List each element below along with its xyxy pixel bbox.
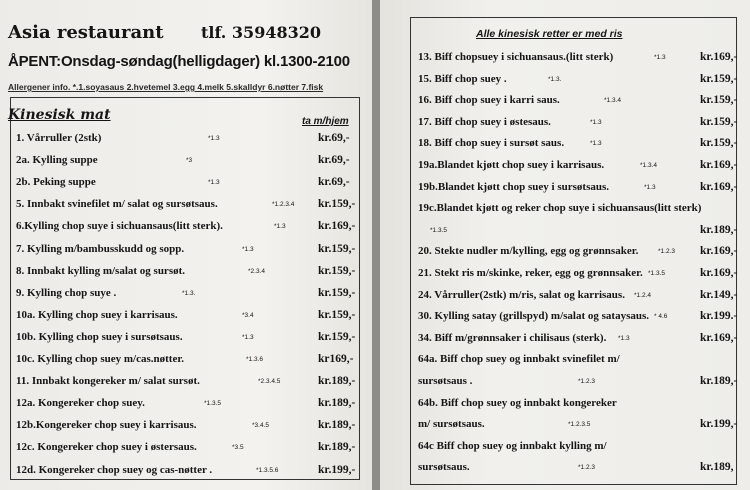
menu-item-price: kr.199,- (318, 463, 356, 476)
menu-item-allergen-code: *3 (186, 157, 193, 165)
menu-item-label: 21. Stekt ris m/skinke, reker, egg og grønnsaker. (418, 267, 643, 279)
menu-item-label: 15. Biff chop suey . (418, 72, 507, 85)
menu-item-label: 19a.Blandet kjøtt chop suey i karrisaus. (418, 159, 605, 171)
menu-item (418, 351, 738, 369)
menu-item-price: kr.159,- (700, 137, 738, 150)
menu-item (418, 71, 738, 89)
menu-item-allergen-code: *1.3.4 (604, 97, 621, 105)
menu-item-price: kr.169,- (700, 180, 738, 193)
menu-item (418, 287, 738, 305)
menu-item (16, 241, 356, 259)
phone-number: tlf. 35948320 (201, 23, 321, 42)
menu-item-allergen-code: *1.3 (274, 223, 286, 231)
menu-item (16, 373, 356, 391)
menu-item-price: kr.159,- (700, 115, 738, 128)
menu-item-allergen-code: *1.3.4 (640, 162, 657, 169)
menu-item-label: 19b.Blandet kjøtt chop suey i sursøtsaus. (418, 180, 610, 193)
menu-item (16, 462, 356, 480)
menu-item-label: 18. Biff chop suey i sursøt saus. (418, 137, 565, 150)
menu-item (16, 174, 356, 192)
menu-item (418, 373, 738, 391)
menu-item-label: 12c. Kongereker chop suey i østersaus. (16, 441, 197, 454)
menu-item-price: kr.159,- (318, 308, 356, 321)
menu-item-price: kr.189,- (318, 397, 356, 410)
menu-item (418, 395, 738, 413)
menu-item-price: kr.159,- (700, 94, 738, 107)
menu-item-allergen-code: *1.3.5 (648, 270, 665, 277)
menu-item (16, 395, 356, 413)
menu-item-allergen-code: *1.3. (182, 289, 196, 297)
menu-item (418, 179, 738, 197)
menu-item (418, 135, 738, 153)
menu-item-price: kr169,- (318, 353, 354, 365)
restaurant-name: Asia restaurant (8, 22, 164, 43)
menu-item-label: 2b. Peking suppe (16, 176, 96, 189)
menu-item (418, 330, 738, 348)
menu-item-price: kr.69,- (318, 176, 350, 189)
menu-item-label: 2a. Kylling suppe (16, 154, 98, 167)
menu-item-label: sursøtsaus . (418, 375, 473, 387)
menu-item (418, 92, 738, 110)
menu-item-price: kr.169,- (700, 51, 738, 63)
menu-item-price: kr.169,- (700, 267, 738, 279)
menu-item-allergen-code: *1.3 (242, 245, 254, 253)
menu-item-label: 16. Biff chop suey i karri saus. (418, 94, 560, 107)
menu-item-allergen-code: *1.2.3 (578, 378, 595, 385)
menu-item-label: 13. Biff chopsuey i sichuansaus.(litt sterk) (418, 51, 614, 63)
menu-item (418, 459, 738, 477)
menu-item-label: 64a. Biff chop suey og innbakt svinefilet m/ (418, 353, 620, 366)
menu-item (418, 416, 738, 434)
menu-item-allergen-code: *1.3 (208, 179, 220, 187)
menu-item (16, 417, 356, 435)
menu-item-allergen-code: *1.3 (590, 118, 602, 126)
menu-item (16, 351, 356, 369)
opening-hours: ÅPENT:Onsdag-søndag(helligdager) kl.1300-2100 (8, 53, 350, 70)
menu-item-allergen-code: *1.3 (644, 183, 656, 191)
menu-item-price: kr.159,- (318, 286, 356, 299)
menu-item-price: kr.169,- (700, 331, 738, 344)
menu-item-price: kr.199,- (700, 418, 738, 431)
menu-item (418, 265, 738, 283)
column-title-takeaway: ta m/hjem (302, 116, 349, 127)
menu-item-price: kr.159,- (318, 242, 356, 255)
menu-item-label: m/ sursøtsaus. (418, 418, 485, 431)
menu-item-label: 17. Biff chop suey i østesaus. (418, 115, 551, 128)
section-title-right: Alle kinesisk retter er med ris (476, 28, 623, 40)
menu-item-allergen-code: *1.3 (208, 135, 220, 142)
menu-item-allergen-code: *3.4.5 (252, 422, 269, 430)
menu-item-price: kr.169,- (700, 159, 738, 171)
menu-item-price: kr.189,- (700, 223, 738, 236)
menu-item-allergen-code: *1.2.3 (658, 248, 675, 256)
menu-item-allergen-code: *1.2.4 (634, 291, 651, 299)
menu-item (418, 308, 738, 326)
menu-item-label: 8. Innbakt kylling m/salat og sursøt. (16, 264, 186, 277)
menu-item-allergen-code: *1.3 (242, 333, 254, 341)
menu-item-price: kr.159,- (700, 72, 738, 85)
menu-item-allergen-code: *2.3.4 (248, 267, 265, 275)
menu-item (16, 196, 356, 214)
menu-item-allergen-code: *3.5 (232, 444, 244, 452)
menu-item-price: kr.199.- (700, 310, 738, 323)
menu-item-allergen-code: *1.3.5.6 (256, 466, 279, 474)
menu-item-allergen-code: *1.2.3 (578, 464, 595, 472)
menu-item-price: kr.189,- (318, 375, 356, 388)
menu-item-allergen-code: *1.3. (548, 75, 562, 83)
menu-item-label: 64b. Biff chop suey og innbakt kongereker (418, 396, 617, 409)
menu-item-price: kr.159,- (318, 264, 356, 277)
menu-item-label: 5. Innbakt svinefilet m/ salat og sursøtsaus. (16, 198, 218, 211)
menu-item-price: kr.189,- (318, 419, 356, 432)
menu-item-allergen-code: * 4.6 (654, 313, 668, 321)
menu-item-allergen-code: *1.3.5 (204, 400, 221, 408)
menu-item (16, 307, 356, 325)
menu-item-price: kr.169,- (700, 245, 738, 258)
menu-item (418, 200, 738, 218)
menu-item (418, 222, 738, 240)
menu-item-price: kr.149,- (700, 288, 738, 301)
menu-item-label: 6.Kylling chop suye i sichuansaus(litt sterk). (16, 220, 223, 233)
menu-item-allergen-code: *2.3.4.5 (258, 378, 281, 386)
menu-item-label: 9. Kylling chop suye . (16, 286, 117, 299)
menu-item (16, 263, 356, 281)
menu-item-price: kr.159,- (318, 198, 356, 211)
right-menu-sheet (380, 0, 750, 490)
menu-item-price: kr.69,- (318, 132, 350, 144)
menu-item-allergen-code: *1.3.6 (246, 356, 263, 363)
menu-item-price: kr.189,- (318, 441, 356, 454)
menu-item (418, 157, 738, 175)
menu-item-label: 19c.Blandet kjøtt og reker chop suye i sichuansaus(litt sterk) (418, 202, 702, 215)
menu-item (418, 438, 738, 456)
menu-item-price: kr.189, (700, 461, 734, 474)
menu-item (418, 49, 738, 67)
menu-item (16, 130, 356, 148)
menu-item-price: kr.69,- (318, 154, 350, 167)
menu-item-label: 12b.Kongereker chop suey i karrisaus. (16, 419, 197, 432)
menu-item (16, 329, 356, 347)
menu-item-label: 10b. Kylling chop suey i sursøtsaus. (16, 330, 183, 343)
menu-item-allergen-code: *1.2.3.4 (272, 201, 295, 209)
menu-item (16, 152, 356, 170)
menu-item-price: kr.189,- (700, 375, 738, 387)
title-row (8, 22, 364, 46)
menu-item-allergen-code: *1.3 (590, 140, 602, 148)
menu-item (418, 114, 738, 132)
menu-item (16, 439, 356, 457)
menu-item-label: 20. Stekte nudler m/kylling, egg og grønnsaker. (418, 245, 639, 258)
menu-item-label: 12d. Kongereker chop suey og cas-nøtter . (16, 463, 213, 476)
menu-item-allergen-code: *1.3.5 (430, 226, 447, 234)
menu-item-price: kr.169,- (318, 220, 356, 233)
menu-item-allergen-code: *1.2.3.5 (568, 421, 591, 429)
menu-item-label: sursøtsaus. (418, 461, 470, 474)
menu-item-label: 10a. Kylling chop suey i karrisaus. (16, 308, 178, 321)
menu-item-label: 1. Vårruller (2stk) (16, 132, 102, 144)
allergen-info: Allergener info. *.1.soyasaus 2.hvetemel 3.egg 4.melk 5.skalldyr 6.nøtter 7.fisk (8, 82, 324, 92)
menu-item (418, 243, 738, 261)
menu-item-allergen-code: *1.3 (618, 334, 630, 342)
menu-item-label: 24. Vårruller(2stk) m/ris, salat og karrisaus. (418, 288, 625, 301)
menu-item (16, 218, 356, 236)
menu-item-label: 12a. Kongereker chop suey. (16, 397, 145, 410)
menu-item (16, 285, 356, 303)
menu-item-label: 30. Kylling satay (grillspyd) m/salat og sataysaus. (418, 310, 650, 323)
menu-item-allergen-code: *3.4 (242, 311, 254, 319)
left-menu-sheet (0, 0, 372, 490)
menu-item-label: 10c. Kylling chop suey m/cas.nøtter. (16, 353, 184, 365)
menu-item-label: 11. Innbakt kongereker m/ salat sursøt. (16, 375, 200, 388)
menu-item-label: 64c Biff chop suey og innbakt kylling m/ (418, 439, 607, 452)
menu-item-allergen-code: *1.3 (654, 54, 666, 61)
menu-item-price: kr.159,- (318, 330, 356, 343)
menu-item-label: 34. Biff m/grønnsaker i chilisaus (sterk). (418, 331, 607, 344)
menu-item-label: 7. Kylling m/bambusskudd og sopp. (16, 242, 185, 255)
section-title-left: Kinesisk mat (8, 107, 111, 123)
